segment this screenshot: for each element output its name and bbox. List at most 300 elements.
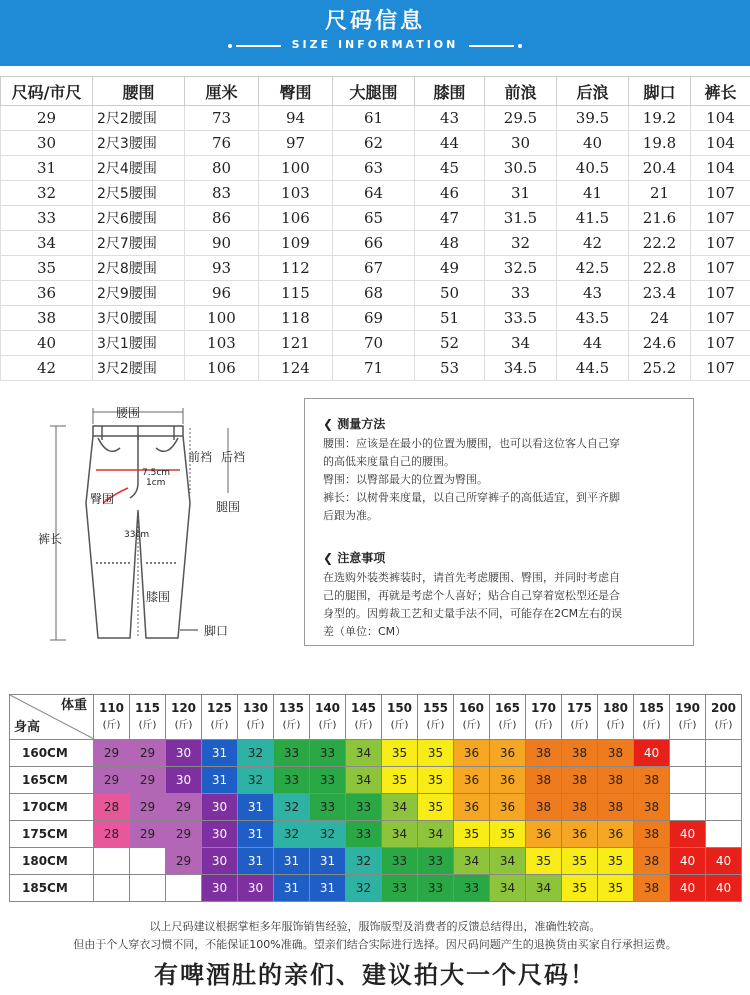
size-recommendation-cell: 31 <box>274 848 310 875</box>
size-recommendation-cell: 38 <box>598 740 634 767</box>
note-line-1: 以上尺码建议根据掌柜多年服饰销售经验，服饰版型及消费者的反馈总结得出，准确性较高。 <box>149 920 601 933</box>
size-cell: 2尺6腰围 <box>93 206 185 231</box>
size-cell: 106 <box>259 206 333 231</box>
size-cell: 73 <box>185 106 259 131</box>
weight-header <box>94 695 130 740</box>
size-cell: 21.6 <box>629 206 691 231</box>
size-cell: 104 <box>691 106 750 131</box>
size-recommendation-cell: 35 <box>382 767 418 794</box>
corner-height: 身高 <box>14 720 41 735</box>
size-recommendation-cell: 38 <box>562 767 598 794</box>
weight-value: 110 <box>98 701 125 715</box>
size-cell: 104 <box>691 131 750 156</box>
weight-unit: (斤) <box>678 720 697 731</box>
size-recommendation-cell <box>706 740 742 767</box>
size-recommendation-cell: 35 <box>562 848 598 875</box>
size-cell: 106 <box>185 356 259 381</box>
size-cell: 100 <box>185 306 259 331</box>
size-cell: 43.5 <box>557 306 629 331</box>
size-recommendation-cell <box>706 767 742 794</box>
weight-value: 150 <box>386 701 413 715</box>
height-row <box>10 767 742 794</box>
size-recommendation-cell <box>94 875 130 902</box>
weight-header <box>418 695 454 740</box>
size-cell: 124 <box>259 356 333 381</box>
size-cell: 36 <box>1 281 93 306</box>
size-cell: 32 <box>485 231 557 256</box>
size-cell: 115 <box>259 281 333 306</box>
weight-header <box>634 695 670 740</box>
size-recommendation-cell <box>670 794 706 821</box>
size-row <box>1 281 750 306</box>
size-recommendation-cell: 36 <box>598 821 634 848</box>
weight-unit: (斤) <box>174 720 193 731</box>
size-row <box>1 256 750 281</box>
weight-header <box>346 695 382 740</box>
size-recommendation-cell: 31 <box>274 875 310 902</box>
size-cell: 34 <box>1 231 93 256</box>
size-cell: 53 <box>415 356 485 381</box>
size-table <box>0 76 750 381</box>
weight-value: 130 <box>242 701 269 715</box>
notice-title: ❮ 注意事项 <box>323 551 386 565</box>
size-cell: 103 <box>259 181 333 206</box>
weight-header <box>526 695 562 740</box>
slogan: 有啤酒肚的亲们、建议拍大一个尺码！ <box>154 960 596 989</box>
size-recommendation-cell: 29 <box>94 767 130 794</box>
size-recommendation-cell: 30 <box>202 875 238 902</box>
size-recommendation-cell: 30 <box>238 875 274 902</box>
weight-header <box>310 695 346 740</box>
size-cell: 2尺9腰围 <box>93 281 185 306</box>
size-cell: 35 <box>1 256 93 281</box>
size-col-header: 大腿围 <box>333 77 415 106</box>
pants-diagram <box>38 398 278 658</box>
corner-weight: 体重 <box>60 698 87 713</box>
size-recommendation-cell: 38 <box>562 740 598 767</box>
size-recommendation-cell: 30 <box>202 794 238 821</box>
size-cell: 50 <box>415 281 485 306</box>
size-cell: 109 <box>259 231 333 256</box>
size-recommendation-cell: 35 <box>526 848 562 875</box>
size-cell: 62 <box>333 131 415 156</box>
size-row <box>1 106 750 131</box>
size-recommendation-cell: 38 <box>598 767 634 794</box>
size-cell: 64 <box>333 181 415 206</box>
size-recommendation-cell: 33 <box>346 821 382 848</box>
weight-unit: (斤) <box>462 720 481 731</box>
size-recommendation-cell <box>166 875 202 902</box>
weight-value: 140 <box>314 701 341 715</box>
height-label: 160CM <box>10 740 94 767</box>
size-recommendation-cell: 38 <box>634 821 670 848</box>
size-recommendation-cell: 33 <box>418 875 454 902</box>
banner-title: 尺码信息 <box>324 9 425 34</box>
size-recommendation-cell: 29 <box>94 740 130 767</box>
size-cell: 38 <box>1 306 93 331</box>
size-cell: 42 <box>1 356 93 381</box>
size-cell: 93 <box>185 256 259 281</box>
size-recommendation-cell: 33 <box>382 875 418 902</box>
height-label: 165CM <box>10 767 94 794</box>
weight-header <box>166 695 202 740</box>
size-cell: 42 <box>557 231 629 256</box>
size-recommendation-cell: 31 <box>202 740 238 767</box>
size-cell: 44 <box>415 131 485 156</box>
size-recommendation-cell: 36 <box>490 767 526 794</box>
size-cell: 19.8 <box>629 131 691 156</box>
notice-line: 在选购外装类裤装时，请首先考虑腰围、臀围，并同时考虑自 <box>323 571 620 584</box>
size-recommendation-cell: 34 <box>490 848 526 875</box>
size-cell: 86 <box>185 206 259 231</box>
size-cell: 40 <box>1 331 93 356</box>
note-line-2: 但由于个人穿衣习惯不同，不能保证100%准确。望亲们结合实际进行选择。因尺码问题产生的退换货由买家自行承担运费。 <box>73 938 677 951</box>
measure-title: ❮ 测量方法 <box>323 417 386 431</box>
size-recommendation-cell: 40 <box>706 875 742 902</box>
notice-lines <box>323 569 673 641</box>
size-recommendation-cell: 35 <box>418 740 454 767</box>
weight-value: 145 <box>350 701 377 715</box>
size-col-header: 膝围 <box>415 77 485 106</box>
size-cell: 23.4 <box>629 281 691 306</box>
measure-title-text: 测量方法 <box>337 417 386 431</box>
weight-value: 155 <box>422 701 449 715</box>
size-recommendation-cell: 29 <box>166 794 202 821</box>
label-waist: 腰围 <box>116 406 141 420</box>
weight-header <box>382 695 418 740</box>
size-cell: 41 <box>557 181 629 206</box>
weight-unit: (斤) <box>246 720 265 731</box>
size-recommendation-cell: 36 <box>454 740 490 767</box>
size-recommendation-cell: 36 <box>454 767 490 794</box>
size-recommendation-cell <box>94 848 130 875</box>
size-cell: 90 <box>185 231 259 256</box>
notice-title-text: 注意事项 <box>337 551 386 565</box>
pants-outline-icon <box>38 398 278 658</box>
size-recommendation-cell: 31 <box>310 848 346 875</box>
size-recommendation-cell <box>130 875 166 902</box>
header-banner <box>0 0 750 66</box>
size-recommendation-cell: 28 <box>94 794 130 821</box>
size-cell: 29 <box>1 106 93 131</box>
size-cell: 33 <box>485 281 557 306</box>
size-recommendation-cell: 35 <box>598 875 634 902</box>
size-cell: 20.4 <box>629 156 691 181</box>
size-recommendation-cell: 30 <box>166 767 202 794</box>
size-recommendation-cell: 35 <box>598 848 634 875</box>
size-row <box>1 156 750 181</box>
weight-value: 125 <box>206 701 233 715</box>
size-recommendation-cell: 29 <box>130 821 166 848</box>
notice-line: 差（单位：CM） <box>323 625 407 638</box>
size-cell: 19.2 <box>629 106 691 131</box>
size-cell: 76 <box>185 131 259 156</box>
size-recommendation-cell: 33 <box>346 794 382 821</box>
weight-value: 115 <box>134 701 161 715</box>
size-row <box>1 131 750 156</box>
size-cell: 107 <box>691 356 750 381</box>
size-table-header <box>1 77 750 106</box>
weight-header <box>562 695 598 740</box>
weight-header <box>598 695 634 740</box>
size-recommendation-cell: 29 <box>166 821 202 848</box>
size-col-header: 脚口 <box>629 77 691 106</box>
weight-value: 165 <box>494 701 521 715</box>
corner-cell <box>10 695 94 740</box>
size-cell: 83 <box>185 181 259 206</box>
size-recommendation-cell: 32 <box>274 794 310 821</box>
height-row <box>10 821 742 848</box>
weight-unit: (斤) <box>714 720 733 731</box>
size-cell: 121 <box>259 331 333 356</box>
size-recommendation-cell: 33 <box>274 740 310 767</box>
weight-header <box>670 695 706 740</box>
size-cell: 43 <box>415 106 485 131</box>
size-row <box>1 306 750 331</box>
size-cell: 42.5 <box>557 256 629 281</box>
weight-value: 200 <box>710 701 737 715</box>
size-cell: 103 <box>185 331 259 356</box>
label-33cm: 33cm <box>124 530 150 540</box>
size-recommendation-cell: 36 <box>490 794 526 821</box>
size-recommendation-cell: 38 <box>598 794 634 821</box>
size-cell: 80 <box>185 156 259 181</box>
size-cell: 3尺1腰围 <box>93 331 185 356</box>
size-cell: 30 <box>485 131 557 156</box>
height-row <box>10 794 742 821</box>
size-cell: 100 <box>259 156 333 181</box>
label-7-5cm: 7.5cm <box>142 468 171 478</box>
size-cell: 39.5 <box>557 106 629 131</box>
size-recommendation-cell: 35 <box>490 821 526 848</box>
size-cell: 33 <box>1 206 93 231</box>
weight-header <box>274 695 310 740</box>
size-recommendation-cell: 32 <box>238 740 274 767</box>
weight-unit: (斤) <box>534 720 553 731</box>
size-recommendation-cell: 34 <box>346 767 382 794</box>
size-recommendation-cell: 35 <box>562 875 598 902</box>
size-recommendation-cell <box>670 740 706 767</box>
size-recommendation-cell: 31 <box>238 794 274 821</box>
weight-unit: (斤) <box>138 720 157 731</box>
size-cell: 112 <box>259 256 333 281</box>
size-cell: 52 <box>415 331 485 356</box>
size-recommendation-cell: 40 <box>670 821 706 848</box>
size-recommendation-cell: 34 <box>418 821 454 848</box>
size-recommendation-cell: 34 <box>454 848 490 875</box>
size-recommendation-cell: 30 <box>202 848 238 875</box>
size-recommendation-cell: 31 <box>202 767 238 794</box>
size-cell: 107 <box>691 181 750 206</box>
size-recommendation-cell: 35 <box>418 767 454 794</box>
size-recommendation-cell: 29 <box>166 848 202 875</box>
label-front-rise: 前裆 <box>188 450 213 464</box>
size-cell: 45 <box>415 156 485 181</box>
size-recommendation-cell: 38 <box>634 848 670 875</box>
size-recommendation-cell: 40 <box>706 848 742 875</box>
size-cell: 34 <box>485 331 557 356</box>
size-recommendation-cell: 35 <box>454 821 490 848</box>
measure-instructions <box>304 398 694 646</box>
measure-line: 的高低来度量自己的腰围。 <box>323 455 455 468</box>
size-col-header: 前浪 <box>485 77 557 106</box>
height-row <box>10 740 742 767</box>
size-recommendation-cell: 38 <box>526 740 562 767</box>
size-cell: 31 <box>485 181 557 206</box>
size-cell: 31.5 <box>485 206 557 231</box>
size-cell: 70 <box>333 331 415 356</box>
weight-value: 180 <box>602 701 629 715</box>
weight-unit: (斤) <box>570 720 589 731</box>
size-col-header: 厘米 <box>185 77 259 106</box>
height-row <box>10 875 742 902</box>
size-recommendation-cell: 33 <box>418 848 454 875</box>
size-recommendation-cell: 40 <box>634 740 670 767</box>
size-row <box>1 181 750 206</box>
size-recommendation-cell: 38 <box>526 767 562 794</box>
size-recommendation-cell: 30 <box>202 821 238 848</box>
size-cell: 96 <box>185 281 259 306</box>
size-recommendation-cell: 32 <box>274 821 310 848</box>
size-recommendation-cell: 31 <box>310 875 346 902</box>
notice-line: 身型的。因剪裁工艺和丈量手法不同，可能存在2CM左右的误 <box>323 607 623 620</box>
label-1cm: 1cm <box>146 478 166 488</box>
size-cell: 61 <box>333 106 415 131</box>
size-cell: 40.5 <box>557 156 629 181</box>
size-cell: 30 <box>1 131 93 156</box>
size-recommendation-cell: 38 <box>634 794 670 821</box>
weight-height-body <box>10 695 742 902</box>
size-row <box>1 331 750 356</box>
label-knee: 膝围 <box>146 590 171 604</box>
weight-unit: (斤) <box>642 720 661 731</box>
size-table-body <box>1 106 750 381</box>
label-hip: 臀围 <box>90 492 115 506</box>
size-cell: 46 <box>415 181 485 206</box>
size-cell: 67 <box>333 256 415 281</box>
size-row <box>1 206 750 231</box>
size-recommendation-cell: 33 <box>274 767 310 794</box>
weight-height-table <box>9 694 742 902</box>
size-cell: 44 <box>557 331 629 356</box>
weight-header <box>238 695 274 740</box>
weight-value: 175 <box>566 701 593 715</box>
size-cell: 22.2 <box>629 231 691 256</box>
size-cell: 2尺7腰围 <box>93 231 185 256</box>
size-cell: 22.8 <box>629 256 691 281</box>
size-recommendation-cell: 34 <box>382 821 418 848</box>
size-cell: 97 <box>259 131 333 156</box>
size-recommendation-cell: 33 <box>382 848 418 875</box>
size-cell: 104 <box>691 156 750 181</box>
size-cell: 41.5 <box>557 206 629 231</box>
size-cell: 32.5 <box>485 256 557 281</box>
size-cell: 48 <box>415 231 485 256</box>
measure-lines <box>323 435 673 525</box>
weight-unit: (斤) <box>102 720 121 731</box>
weight-header-row <box>10 695 742 740</box>
size-recommendation-cell: 32 <box>310 821 346 848</box>
size-cell: 68 <box>333 281 415 306</box>
size-recommendation-cell <box>706 794 742 821</box>
size-cell: 47 <box>415 206 485 231</box>
height-label: 185CM <box>10 875 94 902</box>
size-recommendation-cell: 36 <box>454 794 490 821</box>
size-recommendation-cell <box>670 767 706 794</box>
notice-line: 己的腿围，再就是考虑个人喜好；贴合自己穿着宽松型还是合 <box>323 589 620 602</box>
size-col-header: 臀围 <box>259 77 333 106</box>
weight-value: 160 <box>458 701 485 715</box>
weight-value: 190 <box>674 701 701 715</box>
size-cell: 43 <box>557 281 629 306</box>
size-recommendation-cell: 35 <box>382 740 418 767</box>
size-cell: 118 <box>259 306 333 331</box>
size-recommendation-cell: 32 <box>346 848 382 875</box>
size-recommendation-cell: 34 <box>490 875 526 902</box>
measure-line: 裤长：以树骨来度量，以自己所穿裤子的高低适宜，到平齐脚 <box>323 491 620 504</box>
height-label: 180CM <box>10 848 94 875</box>
weight-unit: (斤) <box>354 720 373 731</box>
banner-rule-right <box>469 45 514 47</box>
size-recommendation-cell: 34 <box>526 875 562 902</box>
size-cell: 107 <box>691 331 750 356</box>
size-recommendation-cell: 32 <box>238 767 274 794</box>
size-col-header: 裤长 <box>691 77 750 106</box>
size-cell: 63 <box>333 156 415 181</box>
size-cell: 33.5 <box>485 306 557 331</box>
size-cell: 34.5 <box>485 356 557 381</box>
height-row <box>10 848 742 875</box>
size-recommendation-cell: 32 <box>346 875 382 902</box>
banner-subtitle: SIZE INFORMATION <box>291 38 459 51</box>
measure-line: 腰围：应该是在最小的位置为腰围，也可以看这位客人自己穿 <box>323 437 620 450</box>
measure-line: 后跟为准。 <box>323 509 378 522</box>
size-recommendation-cell: 28 <box>94 821 130 848</box>
size-cell: 107 <box>691 206 750 231</box>
size-recommendation-cell: 35 <box>418 794 454 821</box>
size-cell: 65 <box>333 206 415 231</box>
size-recommendation-cell: 29 <box>130 794 166 821</box>
weight-unit: (斤) <box>390 720 409 731</box>
size-recommendation-cell <box>706 821 742 848</box>
size-recommendation-cell: 33 <box>310 794 346 821</box>
size-cell: 51 <box>415 306 485 331</box>
size-cell: 71 <box>333 356 415 381</box>
size-recommendation-cell: 33 <box>310 767 346 794</box>
size-recommendation-cell: 33 <box>310 740 346 767</box>
size-col-header: 后浪 <box>557 77 629 106</box>
weight-value: 185 <box>638 701 665 715</box>
size-cell: 94 <box>259 106 333 131</box>
weight-header <box>706 695 742 740</box>
size-recommendation-cell: 29 <box>130 740 166 767</box>
size-col-header: 腰围 <box>93 77 185 106</box>
size-cell: 66 <box>333 231 415 256</box>
size-recommendation-cell: 38 <box>634 875 670 902</box>
size-recommendation-cell: 36 <box>562 821 598 848</box>
banner-dot-right <box>518 44 522 48</box>
weight-header <box>490 695 526 740</box>
size-cell: 107 <box>691 306 750 331</box>
weight-unit: (斤) <box>282 720 301 731</box>
weight-header <box>454 695 490 740</box>
measure-line: 臀围：以臀部最大的位置为臀围。 <box>323 473 488 486</box>
size-cell: 31 <box>1 156 93 181</box>
weight-unit: (斤) <box>606 720 625 731</box>
size-recommendation-cell: 34 <box>382 794 418 821</box>
size-cell: 24.6 <box>629 331 691 356</box>
weight-header <box>130 695 166 740</box>
